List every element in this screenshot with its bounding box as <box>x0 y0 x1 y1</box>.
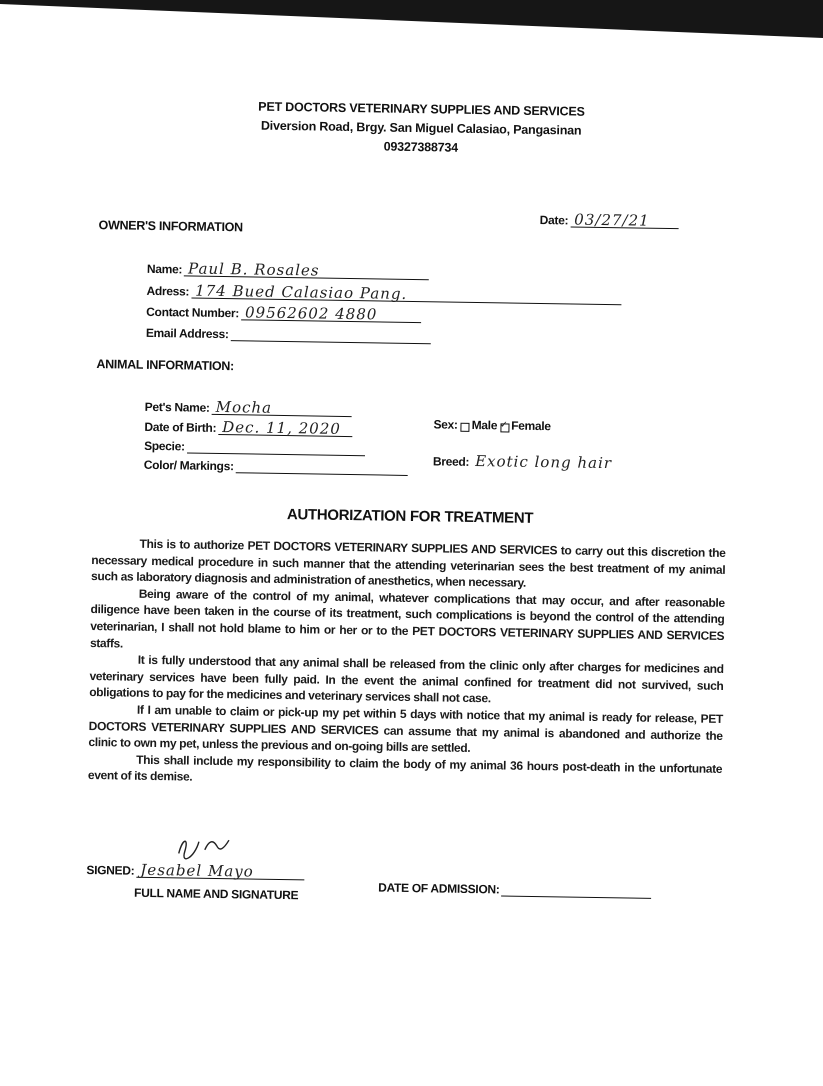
signature-initials-mark <box>175 831 236 866</box>
owner-name-label: Name: <box>146 261 183 277</box>
contact-number-line[interactable] <box>241 301 421 323</box>
breed-label: Breed: <box>432 454 470 469</box>
sex-female-label: Female <box>511 418 551 434</box>
date-field <box>540 207 679 229</box>
color-markings-field <box>144 452 408 476</box>
authorization-paragraph: If I am unable to claim or pick-up my pet within 5 days with notice that my animal is ready for release, PET DOCTORS VETERINARY SUPPLIES AND SERVICES can assume that my animal is abandoned and authorize the clinic to own my pet, unless the previous and on-going bills are settled. <box>88 702 724 756</box>
authorization-paragraph: This is to authorize PET DOCTORS VETERINARY SUPPLIES AND SERVICES to carry out this discretion the necessary medical procedure in such manner that the attending veterinarian sees the best treatment of my animal such as laboratory diagnosis and administration of anesthetics, when necessary. <box>90 536 726 591</box>
date-line[interactable] <box>570 208 678 229</box>
authorization-paragraph: This shall include my responsibility to claim the body of my animal 36 hours post-death in the unfortunate event of its demise. <box>87 752 723 784</box>
sex-label: Sex: <box>433 417 458 432</box>
sex-female-checkbox[interactable] <box>500 423 509 432</box>
color-markings-label: Color/ Markings: <box>143 457 234 474</box>
clinic-address: Diversion Road, Brgy. San Miguel Calasiao, Pangasinan <box>260 118 582 138</box>
sex-male-checkbox[interactable] <box>461 423 470 432</box>
sex-male-label: Male <box>471 417 498 433</box>
signature-scribble-icon <box>175 831 235 862</box>
date-label: Date: <box>539 213 569 228</box>
clinic-phone: 09327388734 <box>383 139 459 155</box>
pet-name-value: Mocha <box>215 397 273 417</box>
signature-value: Jesabel Mayo <box>140 860 254 881</box>
authorization-paragraph: It is fully understood that any animal shall be released from the clinic only after charges for medicines and veterinary services have been fully paid. In the event the animal confined for treatment did not survived, such obligations to pay for the medicines and veterinary services shall not case. <box>89 652 724 706</box>
authorization-paragraph: Being aware of the control of my animal, whatever complications that may occur, and after reasonable diligence have been taken in the course of its treatment, such complications is beyond the control of the attending veterinarian, I shall not hold blame to him or her or to the PET DOCTORS VETERINARY SUPPLIES AND SERVICES staffs. <box>89 586 725 651</box>
breed-value: Exotic long hair <box>475 452 613 473</box>
date-value: 03/27/21 <box>574 210 650 230</box>
specie-label: Specie: <box>144 438 185 454</box>
contact-number-label: Contact Number: <box>146 304 240 321</box>
admission-date-label: DATE OF ADMISSION: <box>378 880 500 897</box>
owner-name-value: Paul B. Rosales <box>187 259 320 280</box>
admission-date-line[interactable] <box>501 877 651 898</box>
contact-number-value: 09562602 4880 <box>244 303 378 324</box>
breed-field <box>433 448 652 471</box>
authorization-body <box>88 535 726 794</box>
signed-label: SIGNED: <box>86 862 135 878</box>
dob-value: Dec. 11, 2020 <box>222 418 342 438</box>
authorization-title: AUTHORIZATION FOR TREATMENT <box>286 506 534 527</box>
signature-caption: FULL NAME AND SIGNATURE <box>134 885 299 903</box>
pet-name-line[interactable] <box>212 396 352 417</box>
email-field <box>146 320 431 344</box>
owner-address-value: 174 Bued Calasiao Pang. <box>195 281 408 303</box>
owner-name-line[interactable] <box>184 257 429 280</box>
pet-name-label: Pet's Name: <box>144 399 210 415</box>
color-markings-line[interactable] <box>236 454 408 476</box>
owner-address-label: Adress: <box>146 283 190 299</box>
sex-field <box>433 411 551 433</box>
owner-name-field <box>147 256 429 280</box>
clinic-name: PET DOCTORS VETERINARY SUPPLIES AND SERVICES <box>258 99 585 119</box>
breed-line[interactable] <box>471 450 651 472</box>
animal-section-title: ANIMAL INFORMATION: <box>96 357 235 374</box>
dob-label: Date of Birth: <box>144 419 217 435</box>
clinic-header <box>206 97 637 161</box>
owner-section-title: OWNER'S INFORMATION <box>98 218 243 235</box>
admission-date-field <box>378 875 652 899</box>
email-label: Email Address: <box>145 325 229 342</box>
email-line[interactable] <box>231 322 431 344</box>
